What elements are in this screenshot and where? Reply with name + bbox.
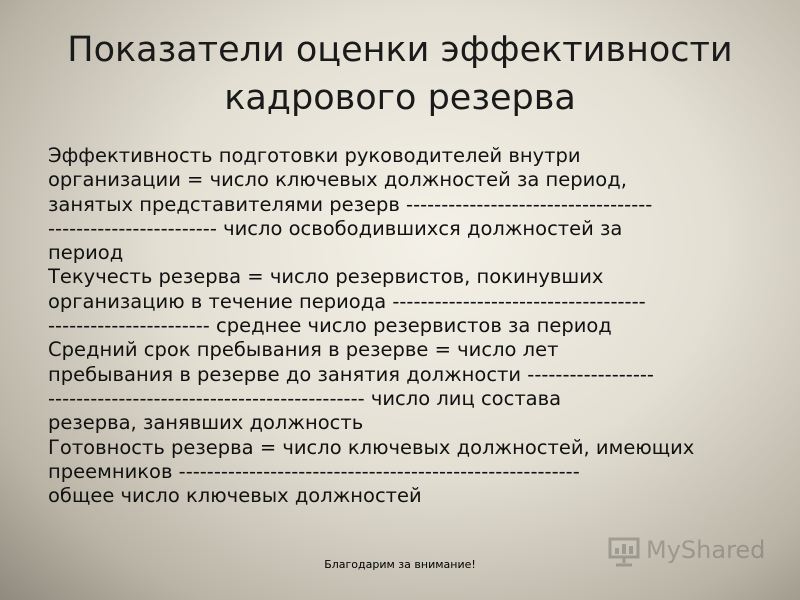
text-line: пребывания в резерве до занятия должности ------------------ xyxy=(48,362,654,386)
text-line: резерва, занявших должность xyxy=(48,411,364,435)
slide-title xyxy=(40,26,760,122)
presentation-board-icon xyxy=(606,537,642,567)
text-line: организацию в течение периода ------------------------------------ xyxy=(48,289,646,313)
text-line: занятых представителями резерв ----------------------------------- xyxy=(48,192,653,216)
paragraph-reserve-efficiency xyxy=(48,144,766,265)
watermark-text: MyShared xyxy=(646,536,766,564)
text-line: ----------------------- среднее число резервистов за период xyxy=(48,314,612,338)
text-line: Эффективность подготовки руководителей внутри xyxy=(48,144,581,167)
title-line: Показатели оценки эффективности xyxy=(67,30,733,70)
paragraph-reserve-readiness xyxy=(48,436,766,509)
text-line: организации = число ключевых должностей за период, xyxy=(48,168,627,192)
text-line: Готовность резерва = число ключевых должностей, имеющих xyxy=(48,435,695,459)
title-line: кадрового резерва xyxy=(224,78,576,118)
text-line: Средний срок пребывания в резерве = число лет xyxy=(48,338,559,362)
text-line: --------------------------------------------- число лиц состава xyxy=(48,386,562,410)
text-line: общее число ключевых должностей xyxy=(48,484,422,508)
slide-body xyxy=(48,144,766,508)
paragraph-reserve-turnover xyxy=(48,265,766,435)
footer-text: Благодарим за внимание! xyxy=(324,558,476,571)
watermark-logo xyxy=(606,534,766,574)
text-line: преемников --------------------------------------------------------- xyxy=(48,459,580,483)
text-line: ------------------------ число освободившихся должностей за xyxy=(48,216,623,240)
text-line: период xyxy=(48,241,124,265)
text-line: Текучесть резерва = число резервистов, покинувших xyxy=(48,265,604,289)
